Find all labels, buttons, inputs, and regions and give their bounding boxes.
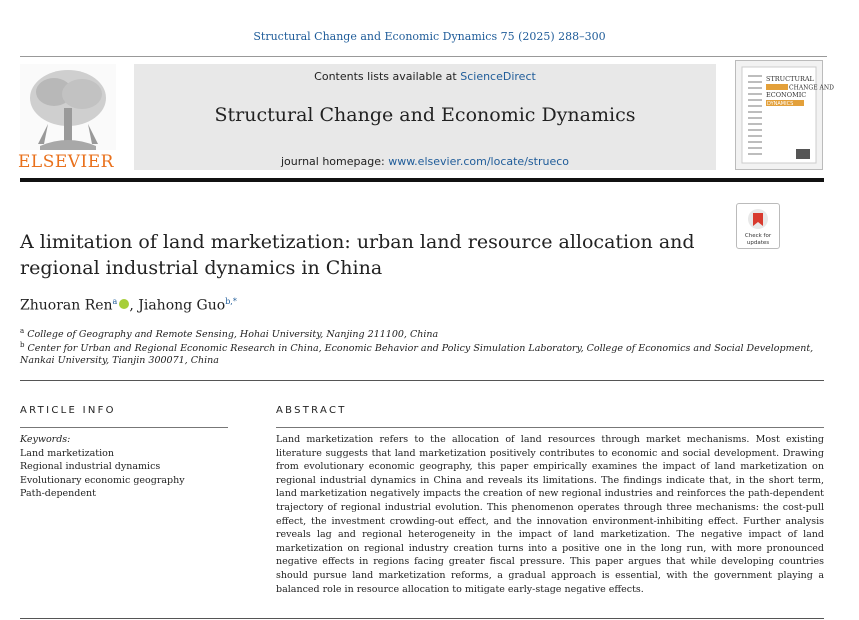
- orcid-icon[interactable]: [119, 299, 129, 309]
- paper-title-line-2: regional industrial dynamics in China: [20, 257, 383, 279]
- article-info-heading: ARTICLE INFO: [20, 405, 116, 416]
- elsevier-wordmark[interactable]: ELSEVIER: [18, 152, 114, 172]
- paper-title-line-1: A limitation of land marketization: urban land resource allocation and: [20, 231, 695, 253]
- check-for-updates-button[interactable]: [736, 203, 780, 249]
- author-list: [20, 297, 237, 314]
- keywords-label: Keywords:: [20, 434, 71, 445]
- cover-artwork: [736, 61, 834, 169]
- affiliation-label: a: [20, 327, 25, 335]
- article-info-rule: [20, 427, 228, 428]
- author-name[interactable]: Jiahong Guo: [138, 297, 226, 314]
- keyword-item: Evolutionary economic geography: [20, 474, 185, 486]
- keywords-block: [20, 433, 185, 501]
- cover-title-3: ECONOMIC: [766, 91, 807, 99]
- header-thick-rule: [20, 178, 824, 182]
- cover-title-1: STRUCTURAL: [766, 75, 814, 83]
- journal-title: Structural Change and Economic Dynamics: [214, 104, 636, 126]
- svg-text:Check for: Check for: [744, 233, 772, 239]
- abstract-rule: [276, 427, 824, 428]
- author-separator: ,: [129, 297, 139, 314]
- section-divider: [20, 380, 824, 381]
- affiliation-marker[interactable]: a: [112, 297, 118, 306]
- journal-homepage-link[interactable]: www.elsevier.com/locate/strueco: [388, 155, 569, 168]
- abstract-heading: ABSTRACT: [276, 405, 347, 416]
- keyword-item: Regional industrial dynamics: [20, 461, 161, 472]
- contents-prefix: Contents lists available at: [314, 70, 461, 83]
- affiliation-b: [20, 341, 813, 354]
- abstract-body: Land marketization refers to the allocation of land resources through market mechanisms. Most existing literature suggests that land marketization positively contributes to economic and social development. Drawing from evolutionary economic geography, this paper empirically examines the impact of land marketization on regional industrial dynamics in China and reveals its limitations. The findings indicate that, in the short term, land marketization negatively impacts the creation of new regional industries and reinforces the path-dependent trajectory of regional industrial evolution. This phenomenon operates through three mechanisms: the cost-pull effect, the investment crowding-out effect, and the innovation environment-inhibiting effect. Further analysis reveals lag and regional heterogeneity in the impact of land marketization. The negative impact of land marketization on regional industry creation turns into a positive one in the long run, with more pronounced negative effects in regions facing greater fiscal pressure. This paper argues that while developing countries should pursue land marketization reforms, a gradual approach is essential, with the government playing a balanced role in resource allocation to mitigate early-stage negative effects.: [276, 434, 824, 595]
- homepage-line: [134, 155, 716, 168]
- journal-cover-thumbnail[interactable]: [735, 60, 834, 170]
- sciencedirect-link[interactable]: ScienceDirect: [460, 70, 536, 83]
- author-name[interactable]: Zhuoran Ren: [20, 297, 113, 314]
- homepage-prefix: journal homepage:: [280, 155, 389, 168]
- affiliation-a: [20, 327, 438, 340]
- cover-title-4: DYNAMICS: [767, 101, 794, 107]
- svg-text:updates: updates: [746, 240, 770, 246]
- abstract-bottom-rule: [20, 618, 824, 619]
- cover-title-2: CHANGE AND: [789, 84, 834, 92]
- check-updates-icon: [737, 204, 779, 248]
- affiliation-marker[interactable]: b,*: [225, 297, 237, 306]
- affiliation-b-continued: Nankai University, Tianjin 300071, China: [20, 355, 219, 366]
- keyword-item: Path-dependent: [20, 488, 96, 499]
- keyword-item: Land marketization: [20, 447, 115, 459]
- contents-line: [134, 70, 716, 83]
- affiliation-label: b: [20, 341, 25, 349]
- journal-citation[interactable]: Structural Change and Economic Dynamics 75 (2025) 288–300: [253, 30, 606, 43]
- affiliation-text: College of Geography and Remote Sensing, Hohai University, Nanjing 211100, China: [27, 329, 439, 341]
- header-top-rule: [20, 56, 827, 57]
- paper-title: [20, 229, 720, 281]
- affiliation-text: Center for Urban and Regional Economic Research in China, Economic Behavior and Policy Simulation Laboratory, College of Economics and Social Development,: [27, 343, 814, 355]
